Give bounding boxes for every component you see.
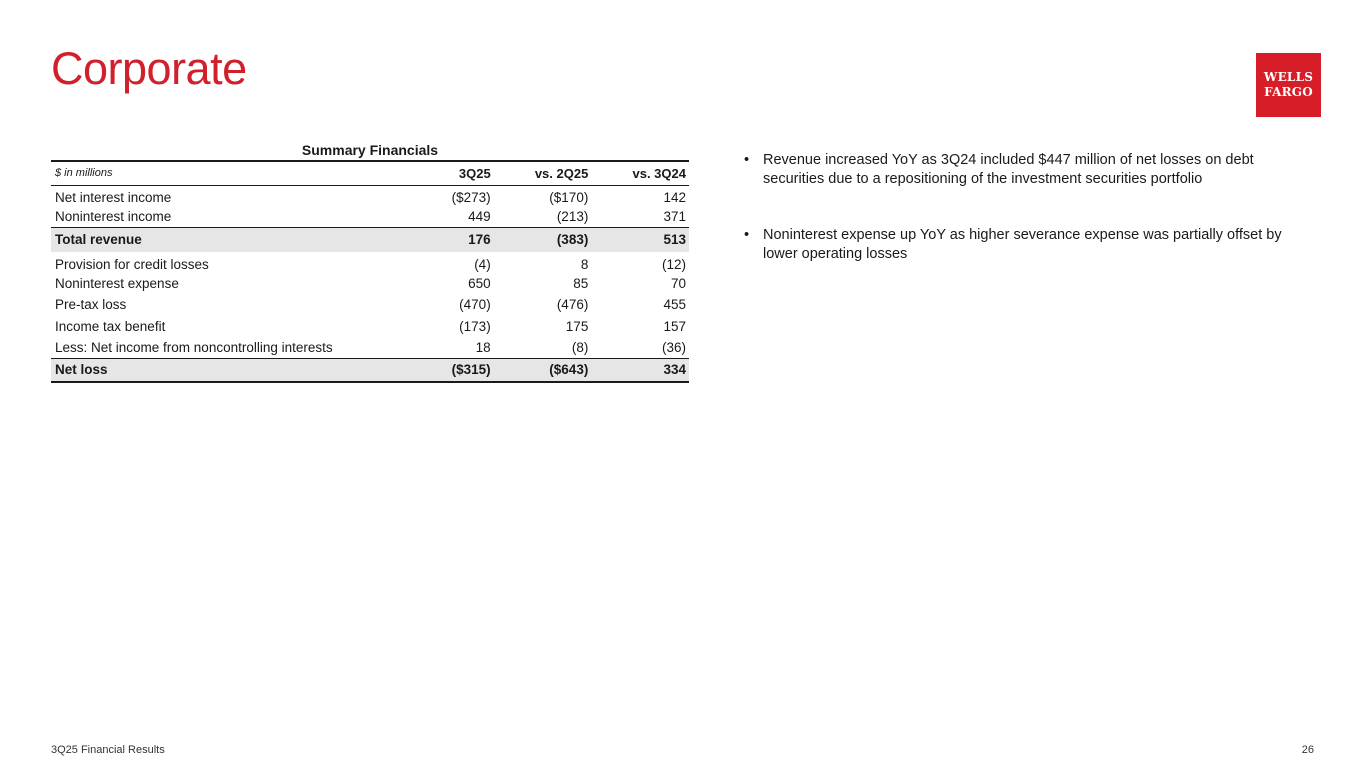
table-row [51,185,689,206]
cell-value: (476) [556,297,589,313]
commentary-list [744,151,1304,301]
logo-line-1: WELLS [1263,70,1314,84]
row-label: Noninterest income [55,209,172,225]
cell-value: (8) [571,339,589,355]
table-row [51,252,689,273]
table-title: Summary Financials [301,142,439,158]
cell-value: (470) [459,297,491,313]
cell-value: (12) [661,256,686,272]
cell-value: (383) [556,232,589,248]
commentary-bullet: • Noninterest expense up YoY as higher severance expense was partially offset by lower operating losses [744,226,1304,264]
cell-value: 513 [663,232,686,248]
cell-value: 334 [663,362,686,378]
cell-value: (213) [556,209,589,225]
cell-value: 142 [663,190,686,206]
row-label: Provision for credit losses [55,256,209,272]
cell-value: 18 [475,339,491,355]
cell-value: (4) [474,256,491,272]
logo-line-2: FARGO [1264,85,1313,99]
table-row [51,206,689,227]
cell-value: (173) [459,318,491,334]
wells-fargo-logo [1256,53,1321,117]
cell-value: 85 [573,276,589,292]
cell-value: 176 [468,232,491,248]
cell-value: 650 [468,276,491,292]
column-header: 3Q25 [458,165,491,181]
cell-value: ($315) [451,362,491,378]
cell-value: (36) [661,339,686,355]
page-number: 26 [1301,744,1314,756]
net-loss-row [51,358,689,382]
cell-value: ($643) [549,362,589,378]
cell-value: 455 [663,297,686,313]
cell-value: 70 [670,276,686,292]
summary-financials [51,141,689,383]
row-label: Noninterest expense [55,276,179,292]
footer-label: 3Q25 Financial Results [51,744,165,756]
row-label: Total revenue [55,232,142,248]
table-header-row [51,161,689,185]
commentary-bullet: • Revenue increased YoY as 3Q24 included $447 million of net losses on debt securities due to a repositioning of the investment securities portfolio [744,151,1304,189]
total-row [51,228,689,252]
column-header: vs. 3Q24 [632,165,686,181]
cell-value: 157 [663,318,686,334]
cell-value: 175 [565,318,589,334]
unit-label: $ in millions [55,167,113,180]
table-row [51,273,689,294]
table-row [51,337,689,358]
row-label: Income tax benefit [55,318,166,334]
column-header: vs. 2Q25 [534,165,589,181]
cell-value: 371 [663,209,686,225]
table-row [51,294,689,315]
summary-table [51,160,689,383]
cell-value: ($170) [549,190,589,206]
cell-value: ($273) [451,190,491,206]
cell-value: 8 [580,256,589,272]
table-row [51,315,689,336]
page-title: Corporate [51,43,247,94]
row-label: Less: Net income from noncontrolling interests [55,339,333,355]
cell-value: 449 [468,209,491,225]
row-label: Net loss [55,362,108,378]
row-label: Pre-tax loss [55,297,127,313]
row-label: Net interest income [55,190,172,206]
